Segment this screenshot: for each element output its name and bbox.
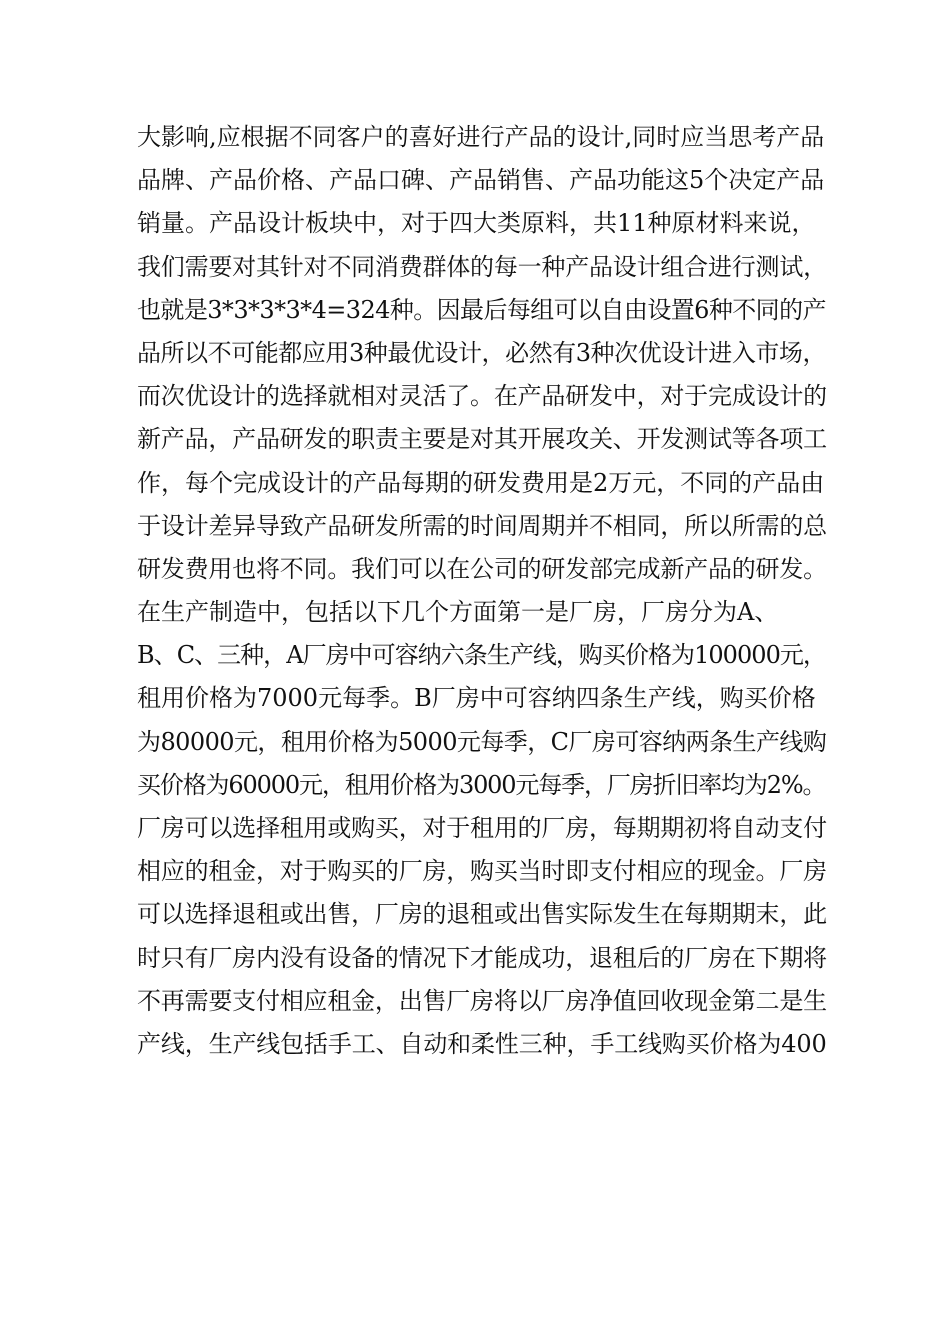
- text-line: 不再需要支付相应租金，出售厂房将以厂房净值回收现金第二是生: [137, 986, 827, 1015]
- text-line: 而次优设计的选择就相对灵活了。在产品研发中，对于完成设计的: [137, 382, 827, 411]
- text-line: 产线，生产线包括手工、自动和柔性三种，手工线购买价格为400: [137, 1029, 827, 1058]
- text-line: 销量。产品设计板块中，对于四大类原料，共11种原材料来说，: [137, 209, 816, 238]
- text-line: 大影响,应根据不同客户的喜好进行产品的设计,同时应当思考产品: [137, 123, 825, 151]
- text-line: 在生产制造中，包括以下几个方面第一是厂房，厂房分为A、: [137, 598, 779, 627]
- text-line: 租用价格为7000元每季。B厂房中可容纳四条生产线，购买价格: [137, 684, 816, 713]
- text-line: 新产品，产品研发的职责主要是对其开展攻关、开发测试等各项工: [137, 425, 827, 454]
- text-line: 品所以不可能都应用3种最优设计，必然有3种次优设计进入市场，: [137, 338, 827, 367]
- text-line: 于设计差异导致产品研发所需的时间周期并不相同，所以所需的总: [137, 511, 827, 540]
- body-text: [137, 116, 827, 1066]
- text-line: 可以选择退租或出售，厂房的退租或出售实际发生在每期期末，此: [137, 900, 827, 929]
- text-line: 时只有厂房内没有设备的情况下才能成功，退租后的厂房在下期将: [137, 943, 827, 972]
- text-line: 厂房可以选择租用或购买，对于租用的厂房，每期期初将自动支付: [137, 814, 827, 842]
- text-line: 也就是3*3*3*3*4=324种。因最后每组可以自由设置6种不同的产: [137, 295, 826, 324]
- text-line: 买价格为60000元，租用价格为3000元每季，厂房折旧率均为2%。: [137, 770, 826, 799]
- text-line: 研发费用也将不同。我们可以在公司的研发部完成新产品的研发。: [137, 554, 827, 583]
- text-line: 相应的租金，对于购买的厂房，购买当时即支付相应的现金。厂房: [137, 857, 827, 886]
- text-line: 品牌、产品价格、产品口碑、产品销售、产品功能这5个决定产品: [137, 166, 825, 195]
- text-line: 为80000元，租用价格为5000元每季，C厂房可容纳两条生产线购: [137, 727, 827, 756]
- text-line: 作，每个完成设计的产品每期的研发费用是2万元，不同的产品由: [137, 468, 825, 497]
- text-line: 我们需要对其针对不同消费群体的每一种产品设计组合进行测试，: [137, 252, 827, 281]
- text-line: B、C、三种，A厂房中可容纳六条生产线，购买价格为100000元，: [137, 641, 826, 670]
